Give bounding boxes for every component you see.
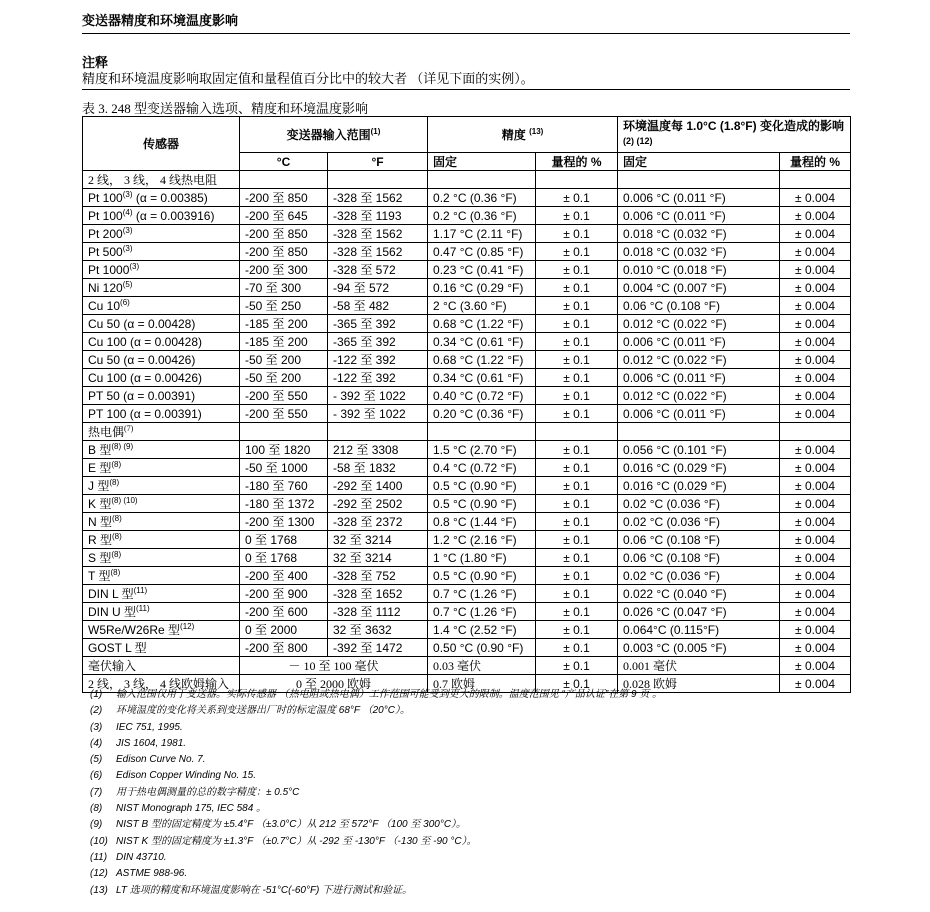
ambient-span-pct: ± 0.004	[780, 603, 851, 621]
sensor-name: GOST L 型	[83, 639, 240, 657]
range-celsius: -180 至 760	[240, 477, 328, 495]
note-heading: 注释	[82, 55, 109, 70]
ambient-fixed: 0.02 °C (0.036 °F)	[618, 567, 780, 585]
footnote-text: Edison Curve No. 7.	[116, 754, 206, 766]
ambient-span-pct: ± 0.004	[780, 297, 851, 315]
empty-cell	[240, 171, 328, 189]
range-celsius: -200 至 800	[240, 639, 328, 657]
footnote-number: (13)	[90, 884, 108, 896]
ambient-fixed: 0.012 °C (0.022 °F)	[618, 351, 780, 369]
table-row	[83, 549, 851, 567]
sensor-name: E 型$^{(8)}$	[83, 459, 240, 477]
empty-cell	[428, 171, 536, 189]
accuracy-span-pct: ± 0.1	[536, 459, 618, 477]
accuracy-span-pct: ± 0.1	[536, 441, 618, 459]
footnote-number: (5)	[90, 754, 103, 766]
sensor-name: DIN L 型$^{(11)}$	[83, 585, 240, 603]
ambient-fixed: 0.012 °C (0.022 °F)	[618, 387, 780, 405]
accuracy-span-pct: ± 0.1	[536, 297, 618, 315]
range-fahrenheit: 32 至 3214	[328, 549, 428, 567]
sensor-name: PT 50 (α = 0.00391)	[83, 387, 240, 405]
sensor-name: W5Re/W26Re 型$^{(12)}$	[83, 621, 240, 639]
ambient-span-pct: ± 0.004	[780, 207, 851, 225]
table-row	[83, 207, 851, 225]
ambient-fixed: 0.06 °C (0.108 °F)	[618, 549, 780, 567]
footnote	[90, 801, 850, 817]
table-row	[83, 405, 851, 423]
section-thermocouple	[83, 423, 851, 441]
ambient-fixed: 0.010 °C (0.018 °F)	[618, 261, 780, 279]
ambient-span-pct: ± 0.004	[780, 261, 851, 279]
ambient-fixed: 0.02 °C (0.036 °F)	[618, 495, 780, 513]
footnote-text: NIST Monograph 175, IEC 584 。	[116, 803, 267, 815]
range-celsius: -200 至 550	[240, 387, 328, 405]
sensor-name: Cu 10$^{(6)}$	[83, 297, 240, 315]
section-rtd	[83, 171, 851, 189]
table-row	[83, 441, 851, 459]
table-row	[83, 603, 851, 621]
range-fahrenheit: -58 至 482	[328, 297, 428, 315]
accuracy-fixed: 0.2 °C (0.36 °F)	[428, 207, 536, 225]
range-fahrenheit: -328 至 752	[328, 567, 428, 585]
range-fahrenheit: -392 至 1472	[328, 639, 428, 657]
range-celsius: -200 至 400	[240, 567, 328, 585]
accuracy-fixed: 0.4 °C (0.72 °F)	[428, 459, 536, 477]
ambient-span-pct: ± 0.004	[780, 405, 851, 423]
range-celsius: -200 至 300	[240, 261, 328, 279]
range-celsius: -70 至 300	[240, 279, 328, 297]
footnote	[90, 736, 850, 752]
ambient-fixed: 0.016 °C (0.029 °F)	[618, 459, 780, 477]
sensor-name: Cu 100 (α = 0.00428)	[83, 333, 240, 351]
table-row	[83, 225, 851, 243]
note-text: 精度和环境温度影响取固定值和量程值百分比中的较大者 （详见下面的实例）。	[82, 68, 850, 90]
ambient-span-pct: ± 0.004	[780, 549, 851, 567]
ambient-span-pct: ± 0.004	[780, 279, 851, 297]
ambient-span-pct: ± 0.004	[780, 567, 851, 585]
ambient-span-pct: ± 0.004	[780, 387, 851, 405]
accuracy-span-pct: ± 0.1	[536, 369, 618, 387]
footnote-number: (1)	[90, 689, 103, 700]
ambient-fixed: 0.028 欧姆	[618, 675, 780, 693]
range-celsius: -200 至 850	[240, 189, 328, 207]
ambient-span-pct: ± 0.004	[780, 243, 851, 261]
ambient-span-pct: ± 0.004	[780, 477, 851, 495]
ambient-fixed: 0.064°C (0.115°F)	[618, 621, 780, 639]
footnote-number: (4)	[90, 737, 103, 749]
sensor-name: Cu 50 (α = 0.00428)	[83, 315, 240, 333]
range-fahrenheit: -94 至 572	[328, 279, 428, 297]
footnote-text: IEC 751, 1995.	[116, 721, 183, 733]
table-row	[83, 567, 851, 585]
header-accuracy: 精度 $^{(13)}$	[428, 117, 618, 153]
empty-cell	[536, 171, 618, 189]
range-celsius: -200 至 645	[240, 207, 328, 225]
range-fahrenheit: - 392 至 1022	[328, 405, 428, 423]
accuracy-fixed: 1.17 °C (2.11 °F)	[428, 225, 536, 243]
table-row	[83, 297, 851, 315]
accuracy-span-pct: ± 0.1	[536, 333, 618, 351]
footnote	[90, 687, 850, 703]
sensor-name: K 型$^{(8) (10)}$	[83, 495, 240, 513]
header-accuracy-span: 量程的 %	[536, 153, 618, 171]
ambient-fixed: 0.006 °C (0.011 °F)	[618, 405, 780, 423]
footnote	[90, 768, 850, 784]
ambient-fixed: 0.026 °C (0.047 °F)	[618, 603, 780, 621]
sensor-name: B 型$^{(8) (9)}$	[83, 441, 240, 459]
ambient-span-pct: ± 0.004	[780, 495, 851, 513]
range-fahrenheit: -328 至 2372	[328, 513, 428, 531]
accuracy-fixed: 0.47 °C (0.85 °F)	[428, 243, 536, 261]
range-fahrenheit: -122 至 392	[328, 351, 428, 369]
footnote-text: 用于热电偶测量的总的数字精度：± 0.5°C	[116, 786, 300, 798]
accuracy-span-pct: ± 0.1	[536, 549, 618, 567]
footnote	[90, 817, 850, 833]
footnote-number: (2)	[90, 705, 103, 717]
range-fahrenheit: 32 至 3214	[328, 531, 428, 549]
accuracy-span-pct: ± 0.1	[536, 243, 618, 261]
table-row	[83, 189, 851, 207]
sensor-name: Pt 1000$^{(3)}$	[83, 261, 240, 279]
ambient-span-pct: ± 0.004	[780, 351, 851, 369]
accuracy-span-pct: ± 0.1	[536, 477, 618, 495]
range-fahrenheit: -328 至 572	[328, 261, 428, 279]
ambient-fixed: 0.001 毫伏	[618, 657, 780, 675]
footnote-number: (8)	[90, 803, 103, 815]
table-row	[83, 495, 851, 513]
sensor-name: 毫伏输入	[83, 657, 240, 675]
range-celsius: -200 至 600	[240, 603, 328, 621]
header-input-range: 变送器输入范围$^{(1)}$	[240, 117, 428, 153]
footnote	[90, 883, 850, 899]
accuracy-fixed: 0.34 °C (0.61 °F)	[428, 333, 536, 351]
range-fahrenheit: -365 至 392	[328, 315, 428, 333]
footnote	[90, 866, 850, 882]
table-row	[83, 621, 851, 639]
ambient-span-pct: ± 0.004	[780, 441, 851, 459]
ambient-fixed: 0.004 °C (0.007 °F)	[618, 279, 780, 297]
accuracy-fixed: 1.2 °C (2.16 °F)	[428, 531, 536, 549]
table-row	[83, 387, 851, 405]
ambient-span-pct: ± 0.004	[780, 621, 851, 639]
accuracy-fixed: 0.50 °C (0.90 °F)	[428, 639, 536, 657]
footnote	[90, 720, 850, 736]
header-accuracy-fixed: 固定	[428, 153, 536, 171]
ambient-fixed: 0.006 °C (0.011 °F)	[618, 207, 780, 225]
header-ambient-span: 量程的 %	[780, 153, 851, 171]
ambient-span-pct: ± 0.004	[780, 513, 851, 531]
footnote-text: LT 选项的精度和环境温度影响在 -51°C(-60°F) 下进行测试和验证。	[116, 884, 413, 896]
ambient-fixed: 0.012 °C (0.022 °F)	[618, 315, 780, 333]
range-fahrenheit: -328 至 1652	[328, 585, 428, 603]
sensor-accuracy-table	[82, 116, 851, 693]
sensor-name: Pt 100$^{(3)}$ (α = 0.00385)	[83, 189, 240, 207]
table-caption: 表 3. 248 型变送器输入选项、精度和环境温度影响	[82, 101, 369, 116]
accuracy-span-pct: ± 0.1	[536, 387, 618, 405]
ambient-span-pct: ± 0.004	[780, 639, 851, 657]
ambient-fixed: 0.018 °C (0.032 °F)	[618, 243, 780, 261]
accuracy-fixed: 0.20 °C (0.36 °F)	[428, 405, 536, 423]
accuracy-span-pct: ± 0.1	[536, 225, 618, 243]
accuracy-fixed: 0.68 °C (1.22 °F)	[428, 315, 536, 333]
accuracy-span-pct: ± 0.1	[536, 531, 618, 549]
empty-cell	[780, 423, 851, 441]
table-row	[83, 477, 851, 495]
table-row	[83, 351, 851, 369]
range-celsius: -200 至 850	[240, 225, 328, 243]
accuracy-fixed: 2 °C (3.60 °F)	[428, 297, 536, 315]
empty-cell	[618, 171, 780, 189]
table-row	[83, 459, 851, 477]
range-fahrenheit: -365 至 392	[328, 333, 428, 351]
ambient-fixed: 0.018 °C (0.032 °F)	[618, 225, 780, 243]
footnote-text: JIS 1604, 1981.	[116, 737, 187, 749]
footnote-text: 输入范围仅用于变送器。实际传感器 （热电阻或热电偶）工作范围可能受到更大的限制。温度范围见 “产品认证”在第 9 页 。	[116, 689, 663, 700]
ambient-fixed: 0.06 °C (0.108 °F)	[618, 297, 780, 315]
range-celsius: -200 至 900	[240, 585, 328, 603]
accuracy-span-pct: ± 0.1	[536, 621, 618, 639]
table-row	[83, 243, 851, 261]
accuracy-fixed: 0.5 °C (0.90 °F)	[428, 495, 536, 513]
footnote	[90, 834, 850, 850]
range-celsius: -185 至 200	[240, 315, 328, 333]
sensor-name: N 型$^{(8)}$	[83, 513, 240, 531]
header-fahrenheit: °F	[328, 153, 428, 171]
footnote-number: (11)	[90, 851, 108, 863]
ambient-fixed: 0.06 °C (0.108 °F)	[618, 531, 780, 549]
footnotes	[90, 687, 850, 899]
range-fahrenheit: -328 至 1562	[328, 189, 428, 207]
ambient-fixed: 0.003 °C (0.005 °F)	[618, 639, 780, 657]
sensor-name: T 型$^{(8)}$	[83, 567, 240, 585]
ambient-span-pct: ± 0.004	[780, 531, 851, 549]
accuracy-span-pct: ± 0.1	[536, 315, 618, 333]
footnote-text: 环境温度的变化将关系到变送器出厂时的标定温度 68°F （20°C）。	[116, 705, 410, 717]
table-row	[83, 333, 851, 351]
accuracy-span-pct: ± 0.1	[536, 261, 618, 279]
footnote	[90, 850, 850, 866]
accuracy-fixed: 0.16 °C (0.29 °F)	[428, 279, 536, 297]
empty-cell	[618, 423, 780, 441]
range-fahrenheit: -328 至 1562	[328, 225, 428, 243]
ambient-span-pct: ± 0.004	[780, 333, 851, 351]
range-fahrenheit: -58 至 1832	[328, 459, 428, 477]
accuracy-fixed: 1.4 °C (2.52 °F)	[428, 621, 536, 639]
table-row	[83, 639, 851, 657]
footnote	[90, 703, 850, 719]
range-fahrenheit: -328 至 1562	[328, 243, 428, 261]
sensor-name: Ni 120$^{(5)}$	[83, 279, 240, 297]
table-row	[83, 657, 851, 675]
empty-cell	[780, 171, 851, 189]
sensor-name: Cu 100 (α = 0.00426)	[83, 369, 240, 387]
sensor-name: Pt 200$^{(3)}$	[83, 225, 240, 243]
ambient-span-pct: ± 0.004	[780, 459, 851, 477]
accuracy-fixed: 0.40 °C (0.72 °F)	[428, 387, 536, 405]
accuracy-span-pct: ± 0.1	[536, 495, 618, 513]
table-row	[83, 585, 851, 603]
footnote	[90, 752, 850, 768]
ambient-fixed: 0.016 °C (0.029 °F)	[618, 477, 780, 495]
accuracy-span-pct: ± 0.1	[536, 585, 618, 603]
range-fahrenheit: 212 至 3308	[328, 441, 428, 459]
range-celsius: -200 至 1300	[240, 513, 328, 531]
empty-cell	[328, 171, 428, 189]
ambient-span-pct: ± 0.004	[780, 315, 851, 333]
range-fahrenheit: -292 至 2502	[328, 495, 428, 513]
table-row	[83, 261, 851, 279]
accuracy-fixed: 1 °C (1.80 °F)	[428, 549, 536, 567]
range-celsius: -185 至 200	[240, 333, 328, 351]
accuracy-fixed: 0.34 °C (0.61 °F)	[428, 369, 536, 387]
range-celsius: -50 至 200	[240, 369, 328, 387]
accuracy-span-pct: ± 0.1	[536, 279, 618, 297]
range-celsius: -50 至 1000	[240, 459, 328, 477]
page-title: 变送器精度和环境温度影响	[82, 10, 850, 34]
table-row	[83, 531, 851, 549]
accuracy-span-pct: ± 0.1	[536, 405, 618, 423]
accuracy-span-pct: ± 0.1	[536, 513, 618, 531]
accuracy-fixed: 0.2 °C (0.36 °F)	[428, 189, 536, 207]
table-row	[83, 369, 851, 387]
sensor-name: Pt 500$^{(3)}$	[83, 243, 240, 261]
accuracy-span-pct: ± 0.1	[536, 567, 618, 585]
range-celsius: -200 至 550	[240, 405, 328, 423]
ambient-fixed: 0.022 °C (0.040 °F)	[618, 585, 780, 603]
footnote-text: NIST K 型的固定精度为 ±1.3°F （±0.7°C）从 -292 至 -130°F （-130 至 -90 °C）。	[116, 835, 477, 847]
accuracy-fixed: 0.7 °C (1.26 °F)	[428, 603, 536, 621]
sensor-name: PT 100 (α = 0.00391)	[83, 405, 240, 423]
range-fahrenheit: -328 至 1112	[328, 603, 428, 621]
footnote-number: (12)	[90, 868, 108, 880]
range-fahrenheit: -122 至 392	[328, 369, 428, 387]
ambient-fixed: 0.006 °C (0.011 °F)	[618, 369, 780, 387]
footnote-number: (7)	[90, 786, 103, 798]
sensor-name: S 型$^{(8)}$	[83, 549, 240, 567]
sensor-name: J 型$^{(8)}$	[83, 477, 240, 495]
ambient-fixed: 0.056 °C (0.101 °F)	[618, 441, 780, 459]
sensor-name: Pt 100$^{(4)}$ (α = 0.003916)	[83, 207, 240, 225]
ambient-span-pct: ± 0.004	[780, 189, 851, 207]
sensor-name: 2 线， 3 线， 4 线欧姆输入	[83, 675, 240, 693]
footnote-number: (6)	[90, 770, 103, 782]
range-fahrenheit: 32 至 3632	[328, 621, 428, 639]
range-celsius: -200 至 850	[240, 243, 328, 261]
accuracy-span-pct: ± 0.1	[536, 351, 618, 369]
accuracy-fixed: 0.03 毫伏	[428, 657, 536, 675]
ambient-span-pct: ± 0.004	[780, 369, 851, 387]
ambient-span-pct: ± 0.004	[780, 225, 851, 243]
table-row	[83, 513, 851, 531]
accuracy-fixed: 0.5 °C (0.90 °F)	[428, 477, 536, 495]
accuracy-span-pct: ± 0.1	[536, 189, 618, 207]
range-fahrenheit: -292 至 1400	[328, 477, 428, 495]
range-celsius: 0 至 2000	[240, 621, 328, 639]
empty-cell	[536, 423, 618, 441]
range-fahrenheit: - 392 至 1022	[328, 387, 428, 405]
footnote-text: DIN 43710.	[116, 851, 167, 863]
accuracy-span-pct: ± 0.1	[536, 639, 618, 657]
table-body	[83, 171, 851, 693]
range-celsius: 0 至 1768	[240, 531, 328, 549]
footnote-text: ASTME 988-96.	[116, 868, 188, 880]
ambient-fixed: 0.006 °C (0.011 °F)	[618, 189, 780, 207]
accuracy-fixed: 0.7 欧姆	[428, 675, 536, 693]
accuracy-fixed: 0.7 °C (1.26 °F)	[428, 585, 536, 603]
accuracy-span-pct: ± 0.1	[536, 603, 618, 621]
header-celsius: °C	[240, 153, 328, 171]
range-celsius: 100 至 1820	[240, 441, 328, 459]
input-range: 0 至 2000 欧姆	[240, 675, 428, 693]
sensor-name: R 型$^{(8)}$	[83, 531, 240, 549]
input-range: － 10 至 100 毫伏	[240, 657, 428, 675]
footnote-text: Edison Copper Winding No. 15.	[116, 770, 256, 782]
accuracy-fixed: 0.23 °C (0.41 °F)	[428, 261, 536, 279]
footnote-number: (9)	[90, 819, 103, 831]
range-celsius: -50 至 250	[240, 297, 328, 315]
range-celsius: -50 至 200	[240, 351, 328, 369]
range-celsius: -180 至 1372	[240, 495, 328, 513]
accuracy-span-pct: ± 0.1	[536, 657, 618, 675]
footnote	[90, 785, 850, 801]
empty-cell	[428, 423, 536, 441]
ambient-fixed: 0.006 °C (0.011 °F)	[618, 333, 780, 351]
accuracy-fixed: 0.8 °C (1.44 °F)	[428, 513, 536, 531]
table-row	[83, 315, 851, 333]
ambient-fixed: 0.02 °C (0.036 °F)	[618, 513, 780, 531]
footnote-number: (3)	[90, 721, 103, 733]
ambient-span-pct: ± 0.004	[780, 675, 851, 693]
ambient-span-pct: ± 0.004	[780, 657, 851, 675]
range-celsius: 0 至 1768	[240, 549, 328, 567]
accuracy-fixed: 1.5 °C (2.70 °F)	[428, 441, 536, 459]
accuracy-span-pct: ± 0.1	[536, 675, 618, 693]
accuracy-fixed: 0.5 °C (0.90 °F)	[428, 567, 536, 585]
header-ambient-fixed: 固定	[618, 153, 780, 171]
accuracy-span-pct: ± 0.1	[536, 207, 618, 225]
table-row	[83, 279, 851, 297]
empty-cell	[240, 423, 328, 441]
header-ambient-effect: 环境温度每 1.0°C (1.8°F) 变化造成的影响 (2) (12)	[618, 117, 851, 153]
ambient-span-pct: ± 0.004	[780, 585, 851, 603]
range-fahrenheit: -328 至 1193	[328, 207, 428, 225]
section-thermocouple-label: 热电偶$^{(7)}$	[83, 423, 240, 441]
footnote-text: NIST B 型的固定精度为 ±5.4°F （±3.0°C）从 212 至 572°F （100 至 300°C）。	[116, 819, 467, 831]
accuracy-fixed: 0.68 °C (1.22 °F)	[428, 351, 536, 369]
empty-cell	[328, 423, 428, 441]
section-rtd-label: 2 线， 3 线， 4 线热电阻	[83, 171, 240, 189]
footnote-number: (10)	[90, 835, 108, 847]
sensor-name: DIN U 型$^{(11)}$	[83, 603, 240, 621]
sensor-name: Cu 50 (α = 0.00426)	[83, 351, 240, 369]
header-sensor: 传感器	[83, 117, 240, 171]
